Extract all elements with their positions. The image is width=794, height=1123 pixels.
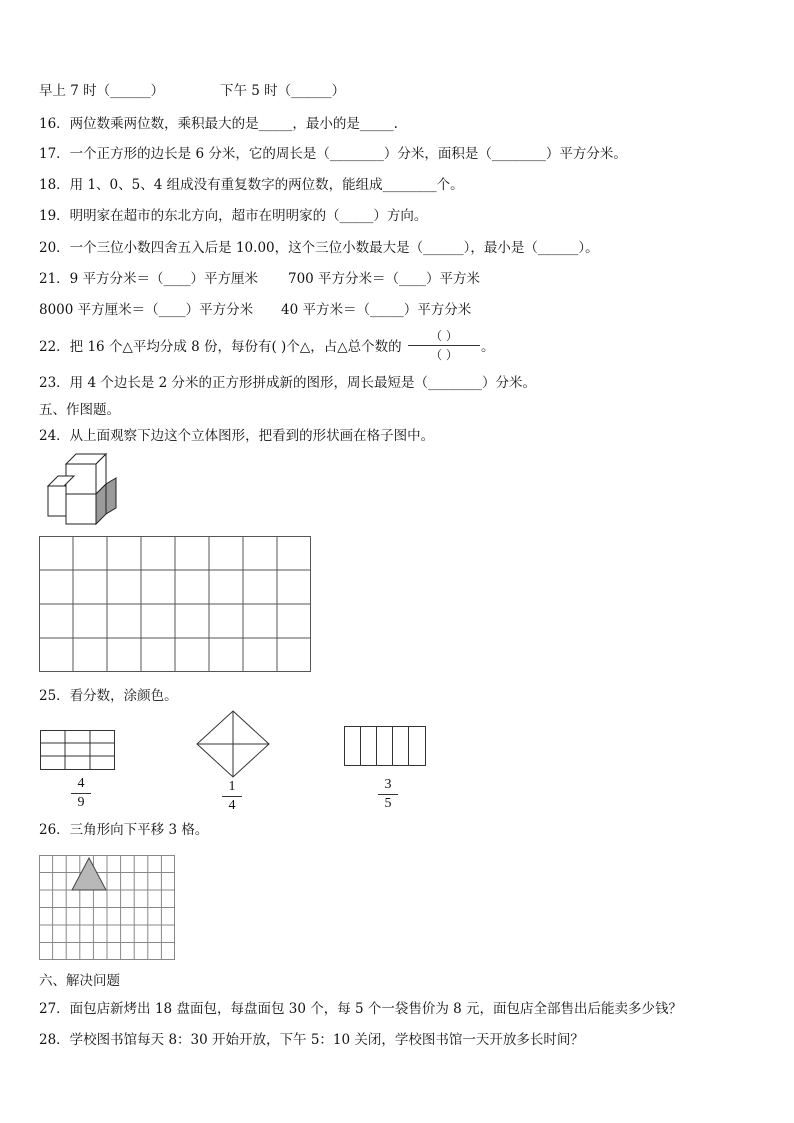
fraction-3-5 (378, 778, 398, 811)
question-21b: 700 平方分米＝（____）平方米 (288, 271, 481, 287)
q24-answer-grid[interactable] (39, 536, 311, 672)
fifths-rectangle[interactable] (344, 726, 426, 766)
q26-translation-grid[interactable] (39, 855, 175, 960)
q22-fraction-blank (408, 329, 480, 362)
fraction-denominator: 4 (228, 798, 236, 813)
line-afternoon: 下午 5 时（______） (220, 83, 346, 99)
fraction-numerator: 1 (228, 779, 236, 794)
question-17: 17．一个正方形的边长是 6 分米，它的周长是（________）分米，面积是（________）平方分米。 (39, 146, 627, 162)
question-21a: 21．9 平方分米＝（____）平方厘米 (39, 271, 259, 287)
fraction-bar (71, 793, 91, 794)
question-19: 19．明明家在超市的东北方向，超市在明明家的（_____）方向。 (39, 208, 428, 224)
fraction-1-4 (222, 780, 242, 813)
ninths-rectangle[interactable] (40, 730, 115, 770)
question-21d: 40 平方米＝（_____）平方分米 (281, 302, 472, 318)
q22-period: 。 (481, 339, 495, 355)
question-23: 23．用 4 个边长是 2 分米的正方形拼成新的图形，周长最短是（________）分米。 (39, 375, 537, 391)
fraction-denominator: 9 (77, 795, 85, 810)
question-20: 20．一个三位小数四舍五入后是 10.00，这个三位小数最大是（______），最小是（______）。 (39, 240, 599, 256)
fraction-numerator: 3 (384, 777, 392, 792)
quarters-diamond[interactable] (196, 710, 270, 778)
fraction-4-9 (71, 777, 91, 810)
q22-numerator-blank: （ ） (430, 329, 458, 343)
solid-figure-drawing (40, 450, 120, 530)
section-6-title: 六、解决问题 (39, 973, 120, 989)
question-24: 24．从上面观察下边这个立体图形，把看到的形状画在格子图中。 (39, 428, 435, 444)
section-5-title: 五、作图题。 (39, 402, 120, 418)
question-28: 28．学校图书馆每天 8：30 开始开放，下午 5：10 关闭，学校图书馆一天开放多长时间？ (39, 1032, 584, 1048)
fraction-bar (222, 796, 242, 797)
question-18: 18．用 1、0、5、4 组成没有重复数字的两位数，能组成________个。 (39, 177, 464, 193)
q22-denominator-blank: （ ） (430, 348, 458, 362)
question-16: 16．两位数乘两位数，乘积最大的是_____，最小的是_____. (39, 116, 398, 132)
fraction-numerator: 4 (77, 776, 85, 791)
q22-fraction-bar (408, 345, 480, 346)
question-27: 27．面包店新烤出 18 盘面包，每盘面包 30 个，每 5 个一袋售价为 8 元，面包店全部售出后能卖多少钱？ (39, 1001, 683, 1017)
question-26: 26．三角形向下平移 3 格。 (39, 822, 209, 838)
question-22: 22．把 16 个△平均分成 8 份，每份有( )个△，占△总个数的 (39, 339, 402, 355)
fraction-bar (378, 794, 398, 795)
question-25: 25．看分数，涂颜色。 (39, 688, 178, 704)
question-21c: 8000 平方厘米＝（____）平方分米 (39, 302, 254, 318)
line-morning: 早上 7 时（______） (39, 83, 165, 99)
fraction-denominator: 5 (384, 796, 392, 811)
gray-triangle (72, 858, 106, 890)
